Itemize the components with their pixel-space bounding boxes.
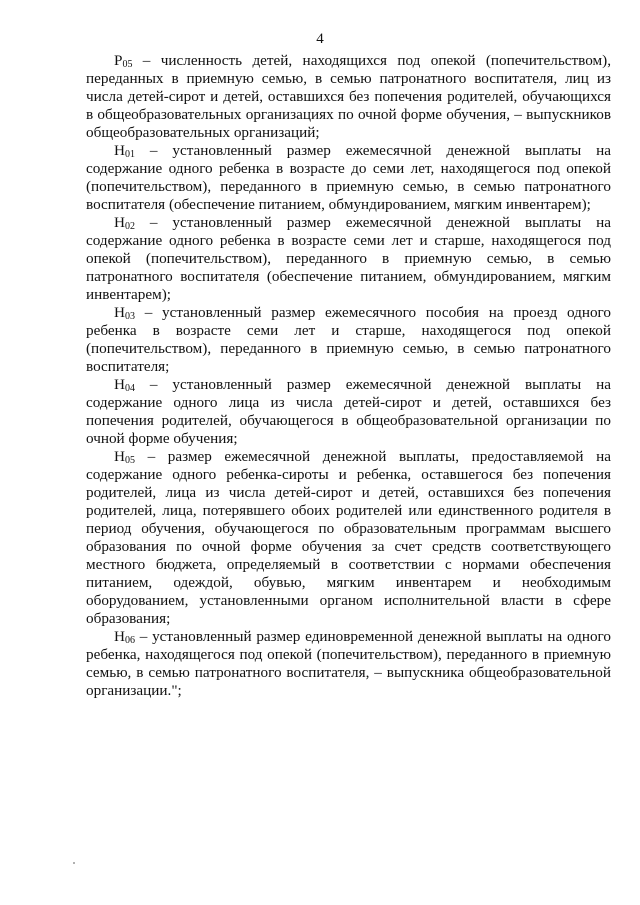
formula-subscript: 05	[124, 455, 135, 466]
paragraph-text: – численность детей, находящихся под опекой (попечительством), переданных в приемную семью, в семью патронатного воспитателя, лиц из числа детей-сирот и детей, оставшихся без попечения родителей, обучающихся в общеобразовательных организациях по очной форме обучения, – выпускников общеобразовательных организаций;	[86, 52, 611, 141]
paragraph-text: – установленный размер единовременной денежной выплаты на одного ребенка, находящегося под опекой (попечительством), переданного в приемную семью, в семью патронатного воспитателя, – выпускника общеобразовательной организации.";	[86, 628, 611, 699]
paragraph-n04	[86, 376, 611, 448]
paragraph-text: – размер ежемесячной денежной выплаты, предоставляемой на содержание одного ребенка-сироты и ребенка, оставшегося без попечения родителей, лица из числа детей-сирот и детей, оставшихся без попечения родителей, лица, потерявшего обоих родителей или единственного родителя в период обучения, обучающегося по образовательным программам высшего образования по очной форме обучения за счет средств соответствующего местного бюджета, определяемый в соответствии с нормами обеспечения питанием, одеждой, обувью, мягким инвентарем и необходимым оборудованием, установленными органом исполнительной власти в сфере образования;	[86, 448, 611, 627]
formula-symbol: Н	[114, 628, 125, 645]
formula-subscript: 05	[122, 59, 133, 70]
paragraph-text: – установленный размер ежемесячной денежной выплаты на содержание одного ребенка в возрасте семи лет и старше, находящегося под опекой (попечительством), переданного в приемную семью, в семью патронатного воспитателя (обеспечение питанием, обмундированием, мягким инвентарем);	[86, 214, 611, 303]
formula-symbol: Н	[114, 448, 125, 465]
formula-symbol: Н	[114, 214, 125, 231]
paragraph-p05	[86, 52, 611, 142]
paragraph-n06	[86, 628, 611, 700]
document-body	[86, 52, 611, 700]
page-number: 4	[316, 31, 324, 47]
formula-symbol: Н	[114, 376, 125, 393]
paragraph-text: – установленный размер ежемесячного пособия на проезд одного ребенка в возрасте семи лет и старше, находящегося под опекой (попечительством), переданного в приемную семью, в семью патронатного воспитателя;	[86, 304, 611, 375]
paragraph-n01	[86, 142, 611, 214]
paragraph-n03	[86, 304, 611, 376]
formula-symbol: Н	[114, 304, 125, 321]
paragraph-n05	[86, 448, 611, 628]
formula-subscript: 01	[124, 149, 135, 160]
formula-subscript: 02	[124, 221, 135, 232]
formula-subscript: 03	[124, 311, 135, 322]
scan-artifact	[73, 862, 75, 864]
formula-subscript: 04	[124, 383, 135, 394]
formula-subscript: 06	[124, 635, 135, 646]
paragraph-text: – установленный размер ежемесячной денежной выплаты на содержание одного ребенка в возрасте до семи лет, находящегося под опекой (попечительством), переданного в приемную семью, в семью патронатного воспитателя (обеспечение питанием, обмундированием, мягким инвентарем);	[86, 142, 611, 213]
formula-symbol: Н	[114, 142, 125, 159]
paragraph-n02	[86, 214, 611, 304]
formula-symbol: P	[114, 52, 123, 69]
paragraph-text: – установленный размер ежемесячной денежной выплаты на содержание одного лица из числа детей-сирот и детей, оставшихся без попечения родителей, обучающегося в общеобразовательной организации по очной форме обучения;	[86, 376, 611, 447]
